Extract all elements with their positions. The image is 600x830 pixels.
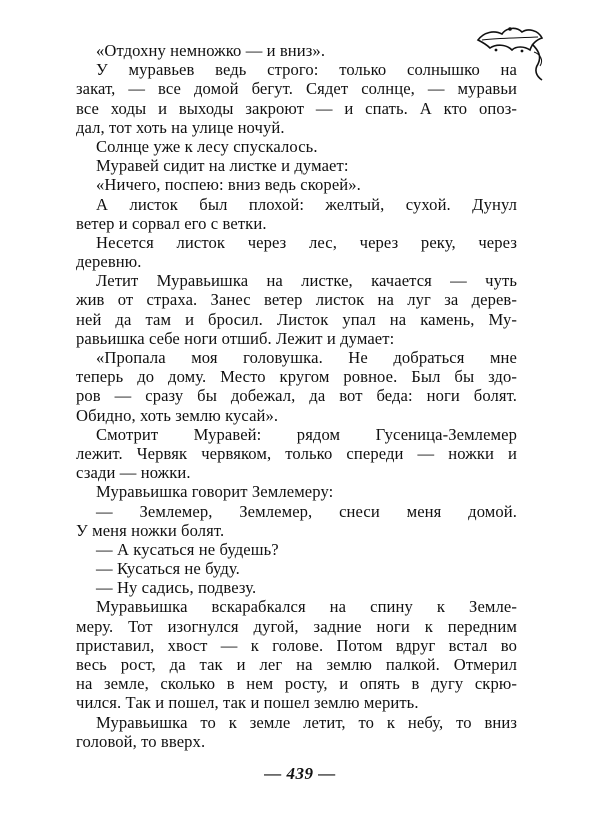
text-line: Муравей сидит на листке и думает: <box>96 156 349 176</box>
text-line: Летит Муравьишка на листке, качается — чуть <box>96 271 517 291</box>
text-line: жив от страха. Занес ветер листок на луг за дерев- <box>76 290 517 310</box>
text-line: меру. Тот изогнулся дугой, задние ноги к передним <box>76 616 517 636</box>
text-line: закат, — все домой бегут. Сядет солнце, — муравьи <box>76 79 517 99</box>
text-line: «Ничего, поспею: вниз ведь скорей». <box>96 175 361 195</box>
text-line: У меня ножки болят. <box>76 520 225 540</box>
text-line: — Ну садись, подвезу. <box>96 578 257 598</box>
text-line: Муравьишка вскарабкался на спину к Земле- <box>96 597 517 617</box>
text-line: сзади — ножки. <box>76 463 191 483</box>
text-line: весь рост, да так и лег на землю палкой. Отмерил <box>76 655 517 674</box>
text-line: Обидно, хоть землю кусай». <box>76 405 279 425</box>
text-line: «Отдохну немножко — и вниз». <box>96 41 326 60</box>
text-line: чился. Так и пошел, так и пошел землю мерить. <box>76 693 419 713</box>
text-line: приставил, хвост — к голове. Потом вдруг встал во <box>76 635 517 655</box>
text-line: теперь до дому. Место кругом ровное. Был бы здо- <box>76 367 517 387</box>
text-line: ней да там и бросил. Листок упал на камень, Му- <box>76 309 517 329</box>
text-line: дал, тот хоть на улице ночуй. <box>76 117 285 137</box>
text-line: деревню. <box>76 252 142 272</box>
page-number: — 439 — <box>264 764 336 783</box>
text-line: на земле, сколько в нем росту, и опять в дугу скрю- <box>76 674 517 694</box>
text-line: «Пропала моя головушка. Не добраться мне <box>96 348 517 367</box>
text-line: все ходы и выходы закроют — и спать. А кто опоз- <box>76 98 517 118</box>
text-line: ветер и сорвал его с ветки. <box>76 213 267 233</box>
text-line: Смотрит Муравей: рядом Гусеница-Землемер <box>96 424 517 444</box>
text-line: Солнце уже к лесу спускалось. <box>96 136 318 156</box>
text-line: — Кусаться не буду. <box>96 559 240 579</box>
text-line: — А кусаться не будешь? <box>96 539 279 559</box>
text-line: лежит. Червяк червяком, только спереди — ножки и <box>76 443 517 463</box>
body-text <box>76 41 517 751</box>
text-line: Муравьишка говорит Землемеру: <box>96 482 334 502</box>
text-line: Муравьишка то к земле летит, то к небу, то вниз <box>96 712 517 732</box>
text-line: А листок был плохой: желтый, сухой. Дунул <box>96 194 517 214</box>
text-line: ров — сразу бы добежал, да вот беда: ноги болят. <box>76 386 517 406</box>
text-line: равьишка себе ноги отшиб. Лежит и думает: <box>76 328 395 348</box>
text-line: У муравьев ведь строго: только солнышко на <box>96 60 517 80</box>
text-line: — Землемер, Землемер, снеси меня домой. <box>96 501 517 521</box>
text-line: Несется листок через лес, через реку, через <box>96 232 517 252</box>
text-line: головой, то вверх. <box>76 731 206 751</box>
